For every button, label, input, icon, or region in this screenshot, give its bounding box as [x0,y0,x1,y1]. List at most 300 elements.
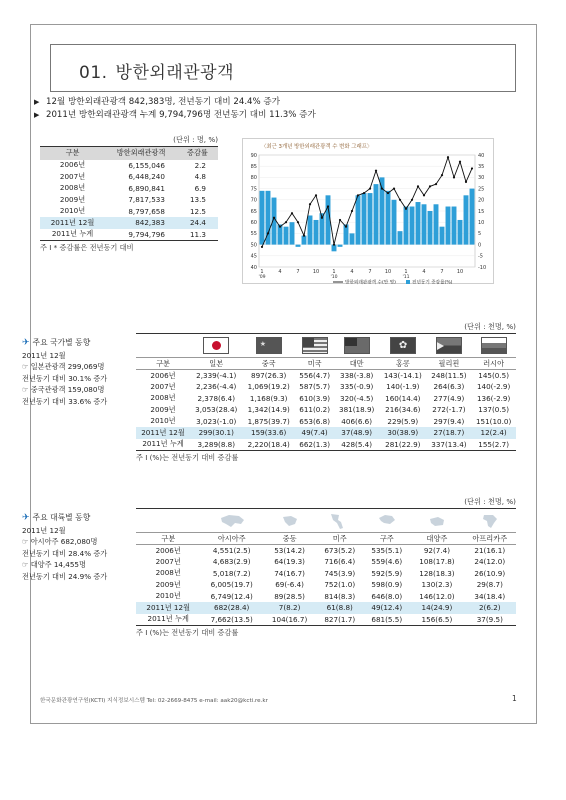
table-cell: 14(24.9) [410,602,463,614]
table-row [136,439,516,451]
table-cell: 7,662(13.5) [210,614,253,624]
chart-point [357,194,359,196]
chart-bar [434,204,439,244]
title-box [50,44,516,92]
table-cell: 136(-2.9) [476,393,511,403]
y-right-tick-label: 20 [478,197,485,204]
japan-flag-icon [203,337,229,354]
table-cell: 4,683(2.9) [212,557,251,567]
y-right-tick-label: 10 [478,220,485,226]
row-label: 2006년 [155,545,181,555]
y-left-tick-label: 90 [250,152,257,159]
table-cell: 128(18.3) [419,568,455,578]
table-cell: 682(28.4) [200,602,263,614]
summary-date: 2011년 12월 [22,525,66,535]
europe-map-icon [372,512,402,530]
chart-point [369,188,371,190]
summary-line: 전년동기 대비 33.6% 증가 [22,396,108,406]
row-label: 2011년 12월 [136,602,200,614]
table-cell: 745(3.9) [324,568,356,578]
row-label: 2009년 [59,194,86,204]
table-cell: 151(10.0) [475,416,512,426]
table-cell: 11.3 [189,229,206,239]
visitors-trend-chart [242,138,494,284]
country-table-section [136,322,516,463]
table-row [136,602,516,614]
table-row [40,160,218,172]
table-cell: 1,069(19.2) [247,382,290,392]
philippines-flag-icon [436,337,462,354]
airplane-icon: ✈ [22,338,30,348]
x-year-label: '09 [258,275,266,280]
table-cell: 13.5 [189,195,206,205]
table-cell: 89(28.5) [274,591,305,601]
continent-map-row [136,509,516,533]
middle-east-map-icon [275,512,305,530]
chart-bar [446,207,451,245]
table-cell: 320(-4.5) [340,393,374,403]
table-cell: 12.5 [189,206,206,216]
table-cell: 535(5.1) [371,546,403,555]
chart-bar [404,207,409,245]
table-row [136,591,516,603]
chart-bar [392,200,397,245]
column-header: 필리핀 [427,358,472,370]
table-cell: 248(11.5) [431,371,467,380]
x-tick-label: 10 [312,269,320,275]
table-row [136,545,516,557]
table-cell: 61(8.8) [316,602,363,614]
table-cell: 2,378(6.4) [197,393,236,403]
y-left-tick-label: 40 [250,264,257,271]
chart-point [327,205,329,207]
summary-line: ☞ 중국관광객 159,080명 [22,385,105,394]
chart-point [303,235,305,237]
chart-point [429,185,431,187]
y-left-tick-label: 45 [250,253,257,260]
table-row [136,393,516,405]
table-cell: 145(0.5) [478,371,510,380]
chart-point [465,181,467,183]
table-cell: 2,339(-4.1) [196,371,237,380]
table-cell: 6,749(12.4) [210,591,253,601]
table-cell: 30(38.9) [379,427,427,439]
chart-bar [308,215,313,244]
table-cell: 337(13.4) [431,439,467,449]
chart-title: 〈최근 3개년 방한외래관광객 수 변화 그래프〉 [261,144,373,150]
table-cell: 53(14.2) [274,546,305,555]
column-header: 아시아주 [200,533,263,545]
table-cell: 681(5.5) [371,614,403,624]
chart-bar [350,233,355,244]
table-cell: 2,236(-4.4) [196,382,237,392]
x-tick-label: 1 [404,269,408,275]
annual-visitors-table [40,146,218,241]
y-right-tick-label: 30 [478,175,485,182]
taiwan-flag-icon [344,337,370,354]
y-left-tick-label: 70 [250,197,257,204]
table-cell: 598(0.9) [371,580,403,590]
chart-point [399,199,401,201]
table-cell: 611(0.2) [299,405,331,415]
table-cell: 1,342(14.9) [247,405,290,415]
table-header-row [136,358,516,370]
table-row [136,381,516,393]
triangle-bullet-icon: ▶ [34,111,40,119]
y-left-tick-label: 80 [250,175,257,182]
chart-point [285,221,287,223]
chart-point [411,199,413,201]
table-row [136,370,516,382]
chart-bar [416,202,421,245]
table-cell: 4.8 [194,172,206,182]
country-table [136,333,516,451]
table-cell: 3,289(8.8) [197,439,236,449]
table-cell: 1,875(39.7) [247,416,290,426]
legend-bar-swatch [406,280,410,284]
row-label: 2010년 [155,591,181,601]
chart-bar [362,193,367,245]
y-right-tick-label: 0 [478,242,482,249]
column-header: 아프리카주 [464,533,516,545]
table-cell: 104(16.7) [271,614,308,624]
chart-bar [314,220,319,245]
chart-point [267,232,269,234]
table-row [40,217,218,229]
table-cell: 9,794,796 [128,229,165,239]
table-cell: 21(16.1) [474,546,506,555]
table-row [40,229,218,241]
summary-line: ☞ 대양주 14,455명 [22,560,86,569]
table-cell: 37(48.9) [334,427,379,439]
bullet-item: ▶ 2011년 방한외래관광객 누계 9,794,796명 전년동기 대비 11.3% 증가 [34,110,316,120]
chart-point [375,170,377,172]
column-header: 대양주 [410,533,463,545]
table-row [40,194,218,206]
chart-bar [386,191,391,245]
continent-table-section [136,497,516,638]
chart-point [321,217,323,219]
table-cell: 559(4.6) [371,557,403,567]
annual-visitors-table-section [40,135,218,253]
table-cell: 264(6.3) [433,382,465,392]
column-header: 구분 [40,147,105,160]
table-note: 주 I * 증감률은 전년동기 대비 [40,242,134,252]
table-cell: 646(8.0) [371,591,403,601]
continent-summary-title: ✈ 주요 대륙별 동향 [22,513,91,523]
row-label: 2011년 누계 [147,614,189,623]
row-label: 2010년 [150,416,176,426]
column-header: 증감률 [177,147,218,160]
chart-point [363,192,365,194]
table-unit: (단위 : 명, %) [173,135,218,144]
table-cell: 6,890,841 [128,183,165,193]
table-cell: 814(8.3) [324,591,356,601]
row-label: 2009년 [155,579,181,589]
table-cell: 2,220(18.4) [247,439,290,449]
y-right-tick-label: 35 [478,164,485,170]
x-tick-label: 1 [260,269,264,275]
column-header: 중동 [263,533,316,545]
table-cell: 130(2.3) [421,580,453,590]
continent-table [136,508,516,626]
y-right-tick-label: 5 [478,231,482,238]
table-cell: 897(26.3) [251,371,287,380]
chart-point [423,194,425,196]
table-cell: 49(12.4) [363,602,410,614]
country-trend-summary [22,337,107,407]
table-cell: 3,053(28.4) [195,405,238,415]
title-text: 방한외래관광객 [115,63,235,83]
russia-flag-icon [481,337,507,354]
column-header: 미주 [316,533,363,545]
chart-bar [428,211,433,245]
chart-point [261,246,263,248]
column-header: 미국 [295,358,334,370]
table-cell: 137(0.5) [478,405,510,415]
table-cell: 29(8.7) [476,580,503,590]
table-cell: 34(18.4) [474,591,506,601]
table-cell: 556(4.7) [299,371,331,380]
x-tick-label: 7 [440,269,444,275]
table-cell: 27(18.7) [427,427,472,439]
table-cell: 272(-1.7) [432,405,466,415]
chart-bar [356,195,361,244]
row-label: 2008년 [59,183,86,193]
row-label: 2007년 [150,381,176,391]
oceania-map-icon [422,512,452,530]
chart-point [333,244,335,246]
table-cell: 827(1.7) [324,614,356,624]
column-header: 홍콩 [379,358,427,370]
chart-point [417,185,419,187]
table-cell: 24.4 [177,217,218,229]
footer-contact: 한국문화관광연구원(KCTI) 지식정보시스템 Tel: 02-2669-8475 e-mail: aak20@kcti.re.kr [40,698,268,704]
table-cell: 381(18.9) [339,405,375,415]
y-left-tick-label: 65 [250,208,257,215]
table-cell: 155(2.7) [478,439,510,449]
chart-point [273,217,275,219]
table-cell: 752(1.0) [324,580,356,590]
table-cell: 92(7.4) [423,546,451,555]
continent-trend-summary [22,512,107,582]
page-number: 1 [512,694,517,703]
table-unit: (단위 : 천명, %) [464,497,516,506]
table-cell: 335(-0.9) [340,382,374,392]
row-label: 2009년 [150,404,176,414]
table-cell: 2.2 [194,160,206,170]
chart-bar [374,184,379,244]
chart-bar [284,227,289,245]
row-label: 2007년 [155,556,181,566]
title-number: 01. [79,63,108,83]
africa-map-icon [475,512,505,530]
flag-row [136,334,516,358]
table-cell: 653(6.8) [299,416,331,426]
table-cell: 7,817,533 [128,195,165,205]
table-cell: 6,448,240 [128,172,165,182]
chart-point [339,219,341,221]
bullet-item: ▶ 12월 방한외래관광객 842,383명, 전년동기 대비 24.4% 증가 [34,97,281,107]
chart-bar [464,195,469,244]
chart-bar [398,231,403,244]
chart-bar [470,189,475,245]
table-row [136,416,516,428]
summary-line: ☞ 일본관광객 299,069명 [22,362,105,371]
table-cell: 428(5.4) [341,439,373,449]
table-note: 주 I (%)는 전년동기 대비 증감률 [136,627,239,637]
airplane-icon: ✈ [22,513,30,523]
table-cell: 146(12.0) [419,591,455,601]
legend-label: 전년동기 증감률(%) [412,280,453,285]
y-right-tick-label: 25 [478,186,485,193]
table-cell: 6.9 [194,183,206,193]
hongkong-flag-icon: ✿ [390,337,416,354]
chart-point [459,161,461,163]
chart-point [453,176,455,178]
x-tick-label: 10 [456,269,464,275]
row-label: 2010년 [59,206,86,216]
table-cell: 74(16.7) [274,568,305,578]
chart-point [447,156,449,158]
table-row [136,556,516,568]
table-unit: (단위 : 천명, %) [464,322,516,331]
table-cell: 26(10.9) [474,568,506,578]
table-cell: 2(6.2) [464,602,516,614]
y-left-tick-label: 85 [250,164,257,170]
table-cell: 7(8.2) [263,602,316,614]
table-row [136,568,516,580]
table-cell: 69(-6.4) [275,580,304,590]
y-right-tick-label: -5 [478,253,483,260]
table-cell: 140(-1.9) [386,382,420,392]
table-cell: 3,023(-1.0) [196,416,237,426]
y-right-tick-label: -10 [478,264,487,271]
y-right-tick-label: 40 [478,152,485,159]
table-row [40,206,218,218]
chart-point [291,212,293,214]
x-year-label: '11 [402,275,410,280]
table-header-row [40,147,218,160]
chart-bar [338,245,343,247]
table-cell: 297(9.4) [433,416,465,426]
table-cell: 662(1.3) [299,439,331,449]
x-tick-label: 10 [384,269,392,275]
row-label: 2011년 누계 [51,229,94,238]
triangle-bullet-icon: ▶ [34,98,40,106]
column-header: 일본 [190,358,242,370]
table-cell: 587(5.7) [299,382,331,392]
chart-bar [440,227,445,245]
table-cell: 592(5.9) [371,568,403,578]
x-tick-label: 7 [296,269,300,275]
y-right-tick-label: 15 [478,208,485,215]
x-tick-label: 4 [278,269,282,275]
table-cell: 160(14.4) [385,393,421,403]
table-cell: 8,797,658 [128,206,165,216]
column-header: 러시아 [471,358,516,370]
legend-label: 방한외래관광객 수(만 명) [345,280,396,285]
summary-line: 전년동기 대비 30.1% 증가 [22,373,108,383]
chart-bar [260,191,265,245]
table-cell: 6,155,046 [128,160,165,170]
chart-bar [290,222,295,244]
asia-map-icon [217,512,247,530]
y-left-tick-label: 75 [250,186,257,193]
chart-point [405,208,407,210]
table-cell: 406(6.6) [341,416,373,426]
table-cell: 37(9.5) [476,614,503,624]
chart-bar [368,193,373,245]
table-header-row [136,533,516,545]
x-tick-label: 4 [350,269,354,275]
table-cell: 673(5.2) [324,546,356,555]
summary-bullets [34,96,316,122]
table-cell: 338(-3.8) [340,371,374,380]
chart-point [393,188,395,190]
table-cell: 140(-2.9) [476,382,511,392]
summary-date: 2011년 12월 [22,350,66,360]
row-label: 2008년 [150,393,176,403]
row-label: 2008년 [155,568,181,578]
column-header: 구분 [136,358,190,370]
row-label: 2007년 [59,171,86,181]
table-row [136,614,516,626]
y-left-tick-label: 55 [250,231,257,238]
table-cell: 4,551(2.5) [212,546,251,555]
y-left-tick-label: 60 [250,220,257,226]
row-label: 2006년 [150,370,176,380]
table-cell: 159(33.6) [242,427,294,439]
table-cell: 842,383 [105,217,177,229]
chart-point [435,183,437,185]
table-cell: 12(2.4) [471,427,516,439]
x-tick-label: 1 [332,269,336,275]
chart-bar [410,207,415,245]
row-label: 2011년 12월 [40,217,105,229]
summary-line: 전년동기 대비 24.9% 증가 [22,571,108,581]
table-cell: 64(19.3) [274,557,305,567]
x-tick-label: 4 [422,269,426,275]
table-row [136,404,516,416]
table-row [40,183,218,195]
page-title [79,58,234,83]
row-label: 2006년 [59,160,86,170]
column-header: 구주 [363,533,410,545]
americas-map-icon [325,512,355,530]
table-cell: 299(30.1) [190,427,242,439]
chart-point [471,167,473,169]
chart-bar [452,207,457,245]
chart-bar [296,245,301,247]
chart-point [351,210,353,212]
chart-svg [243,139,495,285]
chart-point [441,174,443,176]
chart-bar [422,204,427,244]
summary-line: ☞ 아시아주 682,080명 [22,537,98,546]
country-summary-title: ✈ 주요 국가별 동향 [22,338,91,348]
table-note: 주 I (%)는 전년동기 대비 증감률 [136,452,239,462]
china-flag-icon: ★ [256,337,282,354]
table-cell: 49(7.4) [295,427,334,439]
x-year-label: '10 [330,275,338,280]
table-row [136,579,516,591]
table-cell: 229(5.9) [387,416,419,426]
column-header: 방한외래관광객 [105,147,177,160]
column-header: 대만 [334,358,379,370]
table-cell: 281(22.9) [385,439,421,449]
chart-bar [302,236,307,245]
